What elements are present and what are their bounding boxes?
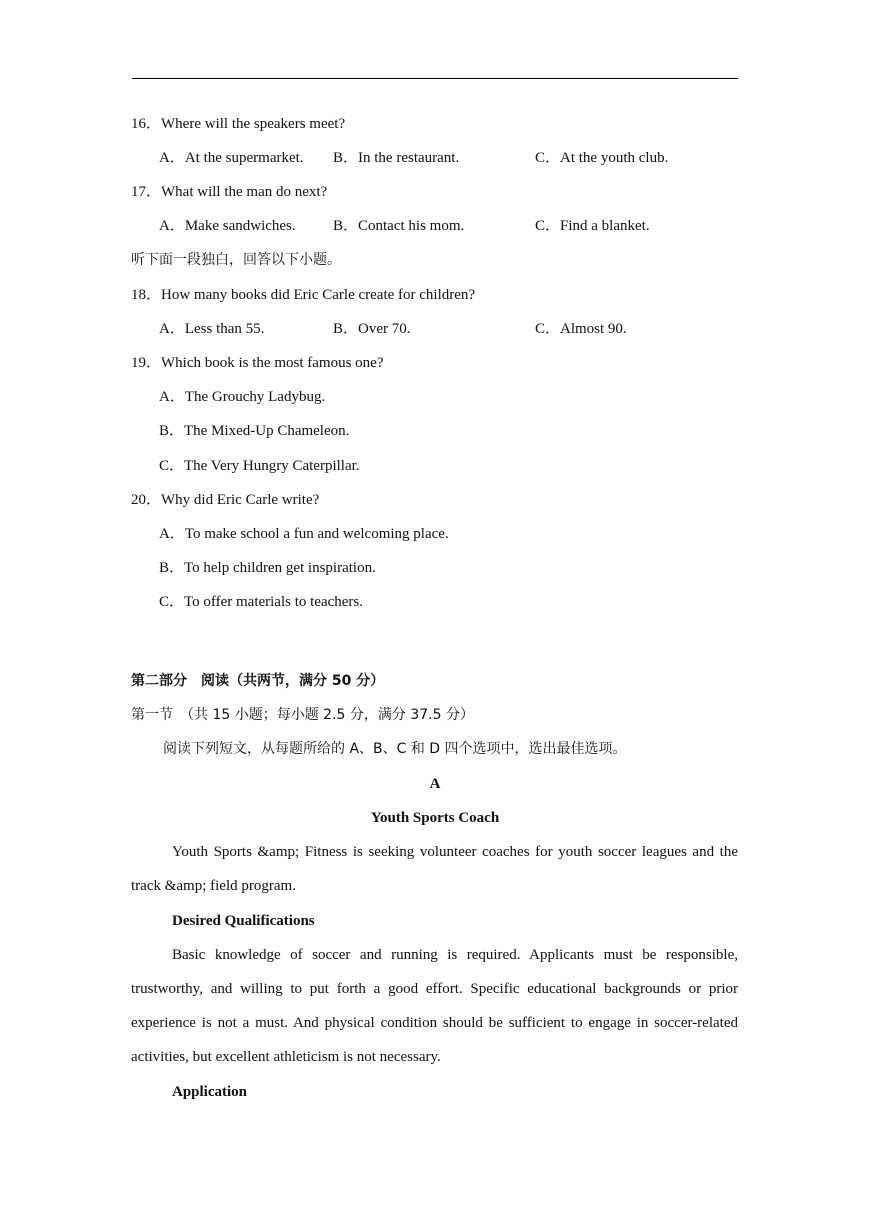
header-rule bbox=[132, 78, 738, 79]
question-17 bbox=[131, 182, 327, 202]
option-18-a: A．Less than 55. bbox=[159, 321, 265, 337]
option-20-b: B．To help children get inspiration. bbox=[159, 560, 376, 576]
question-number: 16． bbox=[131, 116, 162, 132]
passage-letter: A bbox=[429, 776, 441, 792]
question-number: 19． bbox=[131, 355, 162, 371]
reading-instruction: 阅读下列短文，从每题所给的 A、B、C 和 D 四个选项中，选出最佳选项。 bbox=[163, 741, 627, 757]
question-text: How many books did Eric Carle create for children? bbox=[161, 287, 476, 303]
option-16-a: A．At the supermarket. bbox=[159, 150, 304, 166]
option-20-a: A．To make school a fun and welcoming place. bbox=[159, 526, 449, 542]
qualifications-heading: Desired Qualifications bbox=[172, 913, 315, 929]
question-number: 18． bbox=[131, 287, 162, 303]
question-19 bbox=[131, 353, 383, 373]
option-18-b: B．Over 70. bbox=[333, 321, 411, 337]
option-16-c: C．At the youth club. bbox=[535, 150, 669, 166]
question-number: 20． bbox=[131, 492, 162, 508]
passage-intro: Youth Sports &amp; Fitness is seeking volunteer coaches for youth soccer leagues and the track &amp; field program. bbox=[131, 844, 738, 894]
question-number: 17． bbox=[131, 184, 162, 200]
option-20-c: C．To offer materials to teachers. bbox=[159, 594, 364, 610]
option-17-b: B．Contact his mom. bbox=[333, 218, 465, 234]
part2-heading: 第二部分 阅读（共两节，满分 50 分） bbox=[131, 673, 385, 689]
question-text: Where will the speakers meet? bbox=[161, 116, 346, 132]
section1-heading: 第一节 （共 15 小题；每小题 2.5 分，满分 37.5 分） bbox=[131, 707, 474, 723]
qualifications-text: Basic knowledge of soccer and running is required. Applicants must be responsible, trustworthy, and willing to put forth a good effort. Specific educational backgrounds or prior experience is not a must. And physical condition should be sufficient to engage in soccer-related activities, but excellent athleticism is not necessary. bbox=[131, 947, 738, 1065]
option-19-b: B．The Mixed-Up Chameleon. bbox=[159, 423, 350, 439]
question-18 bbox=[131, 285, 475, 305]
question-20 bbox=[131, 490, 319, 510]
question-text: Why did Eric Carle write? bbox=[161, 492, 320, 508]
application-heading: Application bbox=[172, 1084, 248, 1100]
option-19-c: C．The Very Hungry Caterpillar. bbox=[159, 458, 360, 474]
option-17-a: A．Make sandwiches. bbox=[159, 218, 296, 234]
option-18-c: C．Almost 90. bbox=[535, 321, 627, 337]
question-text: Which book is the most famous one? bbox=[161, 355, 384, 371]
question-16 bbox=[131, 114, 345, 134]
question-text: What will the man do next? bbox=[161, 184, 328, 200]
option-16-b: B．In the restaurant. bbox=[333, 150, 460, 166]
monologue-instruction: 听下面一段独白，回答以下小题。 bbox=[131, 252, 341, 268]
option-17-c: C．Find a blanket. bbox=[535, 218, 650, 234]
passage-title: Youth Sports Coach bbox=[370, 810, 500, 826]
option-19-a: A．The Grouchy Ladybug. bbox=[159, 389, 326, 405]
